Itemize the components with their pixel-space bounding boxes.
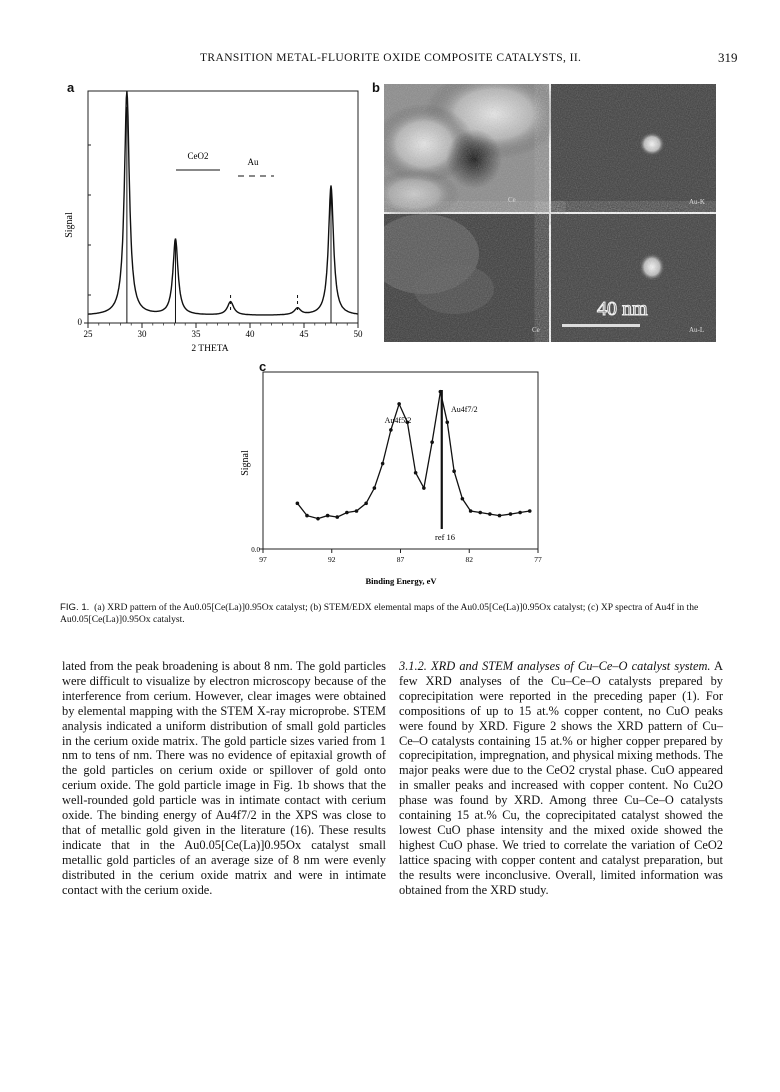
xrd-chart	[58, 85, 378, 360]
xps-x-tick-label: 82	[465, 555, 473, 564]
xps-curve	[297, 392, 529, 519]
tile-2-label: Au-K	[689, 198, 705, 206]
xps-xlabel: Binding Energy, eV	[365, 576, 437, 586]
scale-bar	[562, 324, 640, 327]
tile-3-label: Ce	[532, 326, 540, 334]
xps-data-point	[445, 420, 449, 424]
xps-data-point	[414, 471, 418, 475]
right-column-text: A few XRD analyses of the Cu–Ce–O catalysts prepared by coprecipitation were reported in the preceding paper (1). For compositions of up to 15 at.% copper content, no CuO peaks were found by XRD. Figure 2 shows the XRD pattern of Cu–Ce–O catalysts containing 15 at.% or higher copper prepared by coprecipitation, impregnation, and physical mixing methods. The major peaks were due to the CeO2 crystal phase. CuO appeared in smaller peaks and increased with copper content. No Cu2O phase was found by XRD. Among three Cu–Ce–O catalysts containing 15 at.% Cu, the coprecipitated catalyst showed the lowest CuO phase intensity and the mixed oxide showed the highest CuO phase. We tried to correlate the variation of CeO2 lattice spacing with copper content and catalyst preparation, but the results were inconclusive. Overall, limited information was obtained from the XRD study.	[399, 659, 723, 897]
panel-a-letter: a	[67, 80, 75, 95]
xrd-x-tick-label: 30	[137, 329, 147, 339]
xrd-y-zero: 0	[77, 317, 82, 327]
xrd-x-tick-label: 45	[299, 329, 309, 339]
xrd-x-tick-label: 25	[83, 329, 93, 339]
xps-frame	[263, 372, 538, 549]
page-number: 319	[718, 50, 738, 65]
xps-data-point	[430, 440, 434, 444]
xps-data-point	[452, 469, 456, 473]
xps-data-point	[373, 486, 377, 490]
xrd-ylabel: Signal	[64, 212, 75, 238]
legend-ceo2: CeO2	[187, 151, 209, 161]
xps-x-tick-label: 87	[396, 555, 405, 564]
xps-y-zero: 0.0	[251, 546, 260, 554]
xps-data-point	[389, 428, 393, 432]
peak1-label: Au4f5/2	[384, 416, 412, 425]
xps-chart	[238, 368, 553, 593]
xps-data-point	[305, 514, 309, 518]
xps-data-point	[422, 486, 426, 490]
xps-data-point	[296, 502, 300, 506]
xps-data-point	[381, 462, 385, 466]
tile-4-label: Au-L	[689, 326, 705, 334]
xps-data-point	[335, 515, 339, 519]
xps-data-point	[316, 517, 320, 521]
running-title: TRANSITION METAL-FLUORITE OXIDE COMPOSITE CATALYSTS, II.	[200, 52, 582, 64]
panel-b-letter: b	[372, 80, 380, 95]
peak2-label: Au4f7/2	[451, 405, 478, 414]
section-heading: 3.1.2. XRD and STEM analyses of Cu–Ce–O catalyst system.	[399, 659, 711, 673]
ref-label: ref 16	[435, 532, 456, 542]
xps-x-tick-label: 92	[328, 555, 336, 564]
xps-data-point	[478, 511, 482, 515]
xrd-x-tick-label: 35	[191, 329, 201, 339]
stem-edx-maps	[384, 84, 716, 342]
xrd-x-tick-label: 50	[353, 329, 363, 339]
caption-text: (a) XRD pattern of the Au0.05[Ce(La)]0.95Ox catalyst; (b) STEM/EDX elemental maps of the Au0.05[Ce(La)]0.95Ox catalyst; (c) XP spectra of Au4f in the Au0.05[Ce(La)]0.95Ox catalyst.	[60, 602, 699, 625]
tile-1-label: Ce	[508, 196, 516, 204]
xps-data-point	[355, 509, 359, 513]
scale-bar-label: 40 nm	[597, 298, 648, 320]
xps-data-point	[461, 497, 465, 501]
legend-au: Au	[247, 157, 259, 167]
xps-x-tick-label: 77	[534, 555, 542, 564]
body-left-column: lated from the peak broadening is about 8 nm. The gold particles were difficult to visualize by electron microscopy because of the interference from cerium. However, clear images were obtained by elemental mapping with the STEM X-ray microprobe. STEM analysis indicated a uniform distribution of small gold particles in the cerium oxide matrix. The gold particle sizes varied from 1 nm to tens of nm. There was no evidence of epitaxial growth of the gold particles on cerium oxide or spillover of gold onto cerium oxide. The gold particle image in Fig. 1b shows that the well-rounded gold particle was in intimate contact with cerium oxide. The binding energy of Au4f7/2 in the XPS was close to that of metallic gold given in the literature (16). These results indicate that in the Au0.05[Ce(La)]0.95Ox catalyst small metallic gold particles of an average size of 8 nm were evenly distributed in the cerium oxide matrix and were in intimate contact with the cerium oxide.	[62, 659, 386, 897]
xps-data-point	[528, 509, 532, 513]
xps-data-point	[364, 502, 368, 506]
panel-c-letter: c	[259, 359, 267, 374]
caption-label: FIG. 1.	[60, 602, 90, 613]
xrd-xlabel: 2 THETA	[191, 344, 229, 354]
figure-caption	[60, 602, 725, 626]
xps-data-point	[326, 514, 330, 518]
xps-data-point	[509, 512, 513, 516]
xps-data-point	[469, 509, 473, 513]
xps-data-point	[518, 511, 522, 515]
xps-data-point	[345, 511, 349, 515]
body-right-column	[399, 659, 723, 898]
xrd-x-tick-label: 40	[245, 329, 255, 339]
xps-data-point	[498, 514, 502, 518]
xps-ylabel: Signal	[240, 450, 251, 476]
xps-data-point	[397, 402, 401, 406]
xps-x-tick-label: 97	[259, 555, 267, 564]
xps-data-point	[488, 512, 492, 516]
xrd-curve	[88, 91, 358, 315]
